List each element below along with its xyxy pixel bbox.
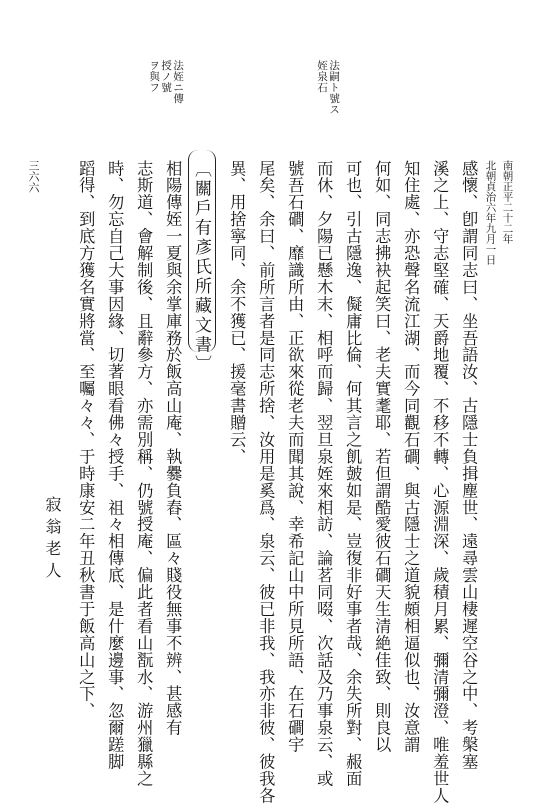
text-column: 可也、引古隱逸、儗庸比倫、何其言之飢皷如是、豈復非好事者哉、余失所對、赧面 xyxy=(343,160,363,788)
date-header-2: 北朝貞治六年九月一日 xyxy=(484,160,497,265)
text-column: 時、勿忘自己大事因緣、切著眼看佛々授手、祖々相傳底、是什麼邊事、忽爾蹉脚 xyxy=(105,160,125,771)
text-column: 何如、同志拂袂起笑曰、老夫實耄耶、若但謂酷愛彼石磵天生清絶佳致、則良以 xyxy=(372,160,392,754)
page-number: 三六六 xyxy=(27,160,40,193)
margin-note-line: 法姪ニ傳 xyxy=(172,60,185,104)
text-column: 溪之上、守志堅確、天爵地覆、不移不轉、心源淵深、歲積月累、彌清彌澄、唯羞世人 xyxy=(430,160,450,804)
text-column: 而休、夕陽已懸木末、相呼而歸、翌旦泉姪來相訪、論茗同啜、次話及乃事泉云、或 xyxy=(314,160,334,788)
text-column: 相陽傳姪一夏與余掌庫務於飯高山庵、執爨負舂、區々賤役無事不辨、甚感有 xyxy=(163,160,183,737)
margin-note-line: 法嗣ト號ス xyxy=(328,60,341,115)
margin-note-line: 姪泉石 xyxy=(316,60,329,93)
text-column: 蹈得、到底方獲名實將當、至囑々々、于時康安二年丑秋書于飯高山之下、 xyxy=(76,160,96,720)
date-header-1: 南朝正平二十二年 xyxy=(501,160,514,244)
text-column: 志斯道、會解制後、且辭參方、亦需別稱、仍號授庵、偏此者看山翫水、游州獵縣之 xyxy=(134,160,154,788)
margin-note-line: 授ノ號 xyxy=(160,60,173,93)
text-column: 異、用捨寧同、余不獲已、援毫書贈云、 xyxy=(227,160,247,466)
source-title: 〔關戶有彥氏所藏文書〕 xyxy=(191,160,211,375)
text-column: 感懷、卽謂同志曰、坐吾語汝、古隱士負揖塵世、遠尋雲山棲遲空谷之中、考槃塞 xyxy=(459,160,479,771)
text-column: 尾矣、余曰、前所言者是同志所捨、汝用是奚爲、泉云、彼已非我、我亦非彼、彼我各 xyxy=(256,160,276,804)
text-column: 號吾石磵、靡識所由、正欲來從老夫而聞其說、幸希記山中所見所語、在石磵宇 xyxy=(285,160,305,754)
signature: 寂翁老人 xyxy=(43,496,62,584)
text-column: 知住處、亦恐聲名流江湖、而今同觀石磵、與古隱士之道貌頗相逼似也、汝意謂 xyxy=(401,160,421,754)
margin-note-line: ヲ與フ xyxy=(148,60,161,93)
